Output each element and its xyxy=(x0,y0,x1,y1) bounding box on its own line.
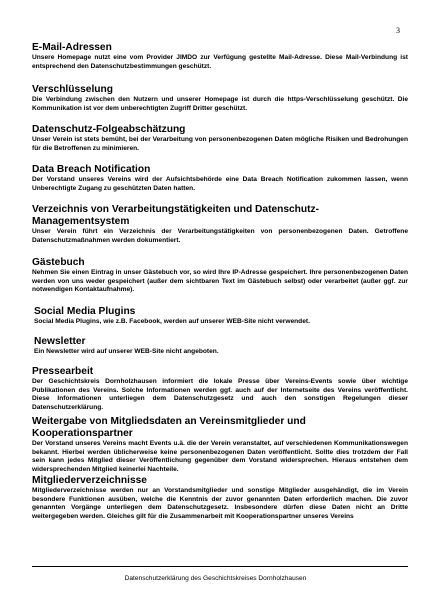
section-heading: E-Mail-Adressen xyxy=(32,42,112,53)
section-heading: Newsletter xyxy=(34,336,86,347)
section-social-media xyxy=(32,306,408,336)
section-press xyxy=(32,366,408,416)
section-heading: Datenschutz-Folgeabschätzung xyxy=(32,124,186,135)
section-impact-assessment xyxy=(32,124,408,164)
section-text: Social Media Plugins, wie z.B. Facebook, werden auf unserer WEB-Site nicht verwendet. xyxy=(34,318,310,325)
page-footer: Datenschutzerklärung des Geschichtskreises Dornholzhausen xyxy=(124,575,307,582)
section-encryption xyxy=(32,84,408,124)
section-heading: Social Media Plugins xyxy=(34,306,136,317)
section-heading: Verzeichnis von Verarbeitungstätigkeiten und Datenschutz-Managementsystem xyxy=(32,204,320,227)
section-text: Mitgliederverzeichnisse werden nur an Vorstandsmitglieder und sonstige Mitglieder ausgehändigt, die im Verein besondere Funktionen ausüben, welche die Kenntnis der zuvor genannten Daten erforderlich machen. Die zuvor genannten Vorgänge unterliegen dem Datenschutzgesetz. Insbesondere dürfen diese Daten nicht an Dritte weitergegeben werden. Gleiches gilt für die Zusammenarbeit mit Kooperationspartner unseres Vereins xyxy=(32,487,408,520)
section-email-addresses xyxy=(32,42,408,84)
section-text: Unser Verein ist stets bemüht, bei der Verarbeitung von personenbezogenen Daten mögliche Risiken und Bedrohungen für die Betroffenen zu minimieren. xyxy=(32,136,408,152)
section-heading: Verschlüsselung xyxy=(32,84,113,95)
section-guestbook xyxy=(32,257,408,306)
page-number: 3 xyxy=(396,26,400,35)
footer-divider xyxy=(32,566,408,567)
section-heading: Data Breach Notification xyxy=(32,164,151,175)
section-text: Der Vorstand unseres Vereins wird der Aufsichtsbehörde eine Data Breach Notification zukommen lassen, wenn Unberechtigte Zugang zu geschützten Daten hatten. xyxy=(32,176,408,192)
section-text: Die Verbindung zwischen den Nutzern und unserer Homepage ist durch die https-Verschlüsselung geschützt. Die Kommunikation ist vor dem unberechtigten Zugriff Dritter geschützt. xyxy=(32,96,408,112)
section-text: Der Vorstand unseres Vereins macht Events u.ä. die der Verein veranstaltet, auf verschiedenen Kommunikationswegen bekannt. Hierbei werden üblicherweise keine personenbezogenen Daten veröffentlicht. Sollte dies trotzdem der Fall sein kann jedes Mitglied dieser Veröffentlichung gegenüber dem Vorstand widersprechen. Hieraus entstehen dem widersprechenden Mitglied keinerlei Nachteile. xyxy=(32,440,408,473)
section-heading: Mitgliederverzeichnisse xyxy=(32,475,147,486)
section-heading: Weitergabe von Mitgliedsdaten an Vereinsmitglieder und Kooperationspartner xyxy=(32,416,306,439)
section-heading: Pressearbeit xyxy=(32,366,94,377)
section-text: Der Geschichtskreis Dornholzhausen informiert die lokale Presse über Vereins-Events sowie über wichtige Publikationen des Vereins. Solche Informationen werden ggf. auch auf der Internetseite des Vereins veröffentlicht. Diese Informationen unterliegen dem Datenschutzgesetz und auch den sonstigen Regelungen dieser Datenschutzerklärung. xyxy=(32,378,408,411)
section-processing-register xyxy=(32,204,408,257)
section-text: Unsere Homepage nutzt eine vom Provider JIMDO zur Verfügung gestellte Mail-Adresse. Diese Mail-Verbindung ist entsprechend den Datenschutzbestimmungen geschützt. xyxy=(32,54,408,70)
section-newsletter xyxy=(32,336,408,366)
section-member-directories xyxy=(32,475,408,521)
section-text: Ein Newsletter wird auf unserer WEB-Site nicht angeboten. xyxy=(34,348,219,355)
section-data-breach xyxy=(32,164,408,204)
document-body xyxy=(32,42,408,521)
section-heading: Gästebuch xyxy=(32,257,85,268)
section-text: Nehmen Sie einen Eintrag in unser Gästebuch vor, so wird Ihre IP-Adresse gespeichert. Ihre personenbezogenen Daten werden von uns weder gespeichert (außer dem sichtbaren Text im Gästebuch selbst) oder verarbeitet (außer ggf. zur notwendigen Kontaktaufnahme). xyxy=(32,269,408,294)
section-member-data-sharing xyxy=(32,416,408,475)
section-text: Unser Verein führt ein Verzeichnis der Verarbeitungstätigkeiten von personenbezogenen Daten. Getroffene Datenschutzmaßnahmen werden dokumentiert. xyxy=(32,228,408,244)
